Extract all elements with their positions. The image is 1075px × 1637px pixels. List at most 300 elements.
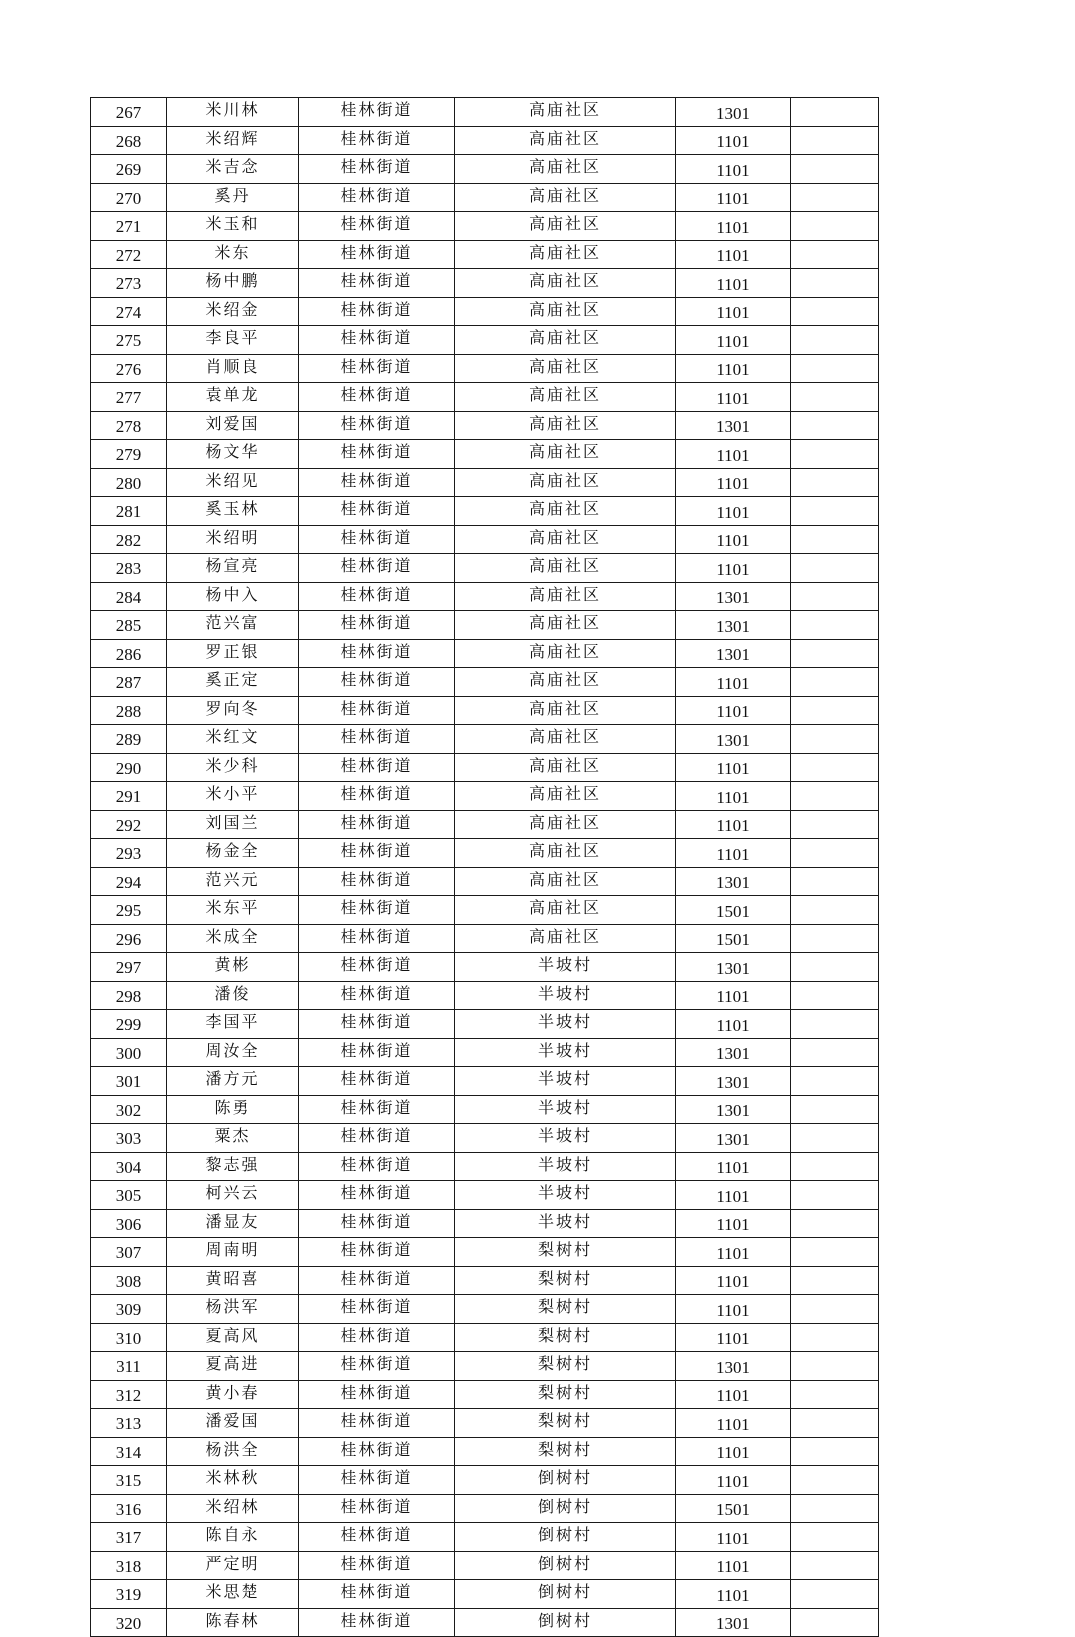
code-cell: 1101 <box>676 240 791 269</box>
person-name-cell: 刘国兰 <box>167 810 299 839</box>
blank-cell <box>791 1494 879 1523</box>
community-cell: 梨树村 <box>455 1352 676 1381</box>
blank-cell <box>791 126 879 155</box>
code-cell: 1301 <box>676 953 791 982</box>
person-name-cell: 黄小春 <box>167 1380 299 1409</box>
code-cell: 1101 <box>676 810 791 839</box>
street-cell: 桂林街道 <box>299 1124 455 1153</box>
person-name-cell: 周南明 <box>167 1238 299 1267</box>
community-cell: 梨树村 <box>455 1266 676 1295</box>
blank-cell <box>791 525 879 554</box>
blank-cell <box>791 668 879 697</box>
table-row <box>91 126 879 155</box>
street-cell: 桂林街道 <box>299 1323 455 1352</box>
table-row <box>91 668 879 697</box>
person-name-cell: 潘方元 <box>167 1067 299 1096</box>
street-cell: 桂林街道 <box>299 440 455 469</box>
table-row <box>91 896 879 925</box>
row-number-cell: 295 <box>91 896 167 925</box>
street-cell: 桂林街道 <box>299 525 455 554</box>
person-name-cell: 陈勇 <box>167 1095 299 1124</box>
person-name-cell: 严定明 <box>167 1551 299 1580</box>
person-name-cell: 李国平 <box>167 1010 299 1039</box>
blank-cell <box>791 1124 879 1153</box>
table-row <box>91 725 879 754</box>
community-cell: 高庙社区 <box>455 468 676 497</box>
row-number-cell: 318 <box>91 1551 167 1580</box>
table-row <box>91 981 879 1010</box>
person-name-cell: 肖顺良 <box>167 354 299 383</box>
code-cell: 1101 <box>676 326 791 355</box>
row-number-cell: 288 <box>91 696 167 725</box>
row-number-cell: 313 <box>91 1409 167 1438</box>
code-cell: 1101 <box>676 497 791 526</box>
blank-cell <box>791 1323 879 1352</box>
community-cell: 高庙社区 <box>455 212 676 241</box>
blank-cell <box>791 782 879 811</box>
table-row <box>91 1466 879 1495</box>
community-cell: 高庙社区 <box>455 896 676 925</box>
blank-cell <box>791 1437 879 1466</box>
row-number-cell: 317 <box>91 1523 167 1552</box>
code-cell: 1301 <box>676 1095 791 1124</box>
blank-cell <box>791 1010 879 1039</box>
blank-cell <box>791 1181 879 1210</box>
table-row <box>91 867 879 896</box>
street-cell: 桂林街道 <box>299 753 455 782</box>
street-cell: 桂林街道 <box>299 1038 455 1067</box>
row-number-cell: 300 <box>91 1038 167 1067</box>
code-cell: 1101 <box>676 212 791 241</box>
table-row <box>91 98 879 127</box>
person-name-cell: 米东 <box>167 240 299 269</box>
community-cell: 高庙社区 <box>455 782 676 811</box>
person-name-cell: 米绍明 <box>167 525 299 554</box>
street-cell: 桂林街道 <box>299 1295 455 1324</box>
code-cell: 1101 <box>676 1238 791 1267</box>
community-cell: 高庙社区 <box>455 269 676 298</box>
data-table <box>90 97 879 1637</box>
street-cell: 桂林街道 <box>299 839 455 868</box>
street-cell: 桂林街道 <box>299 1010 455 1039</box>
row-number-cell: 286 <box>91 639 167 668</box>
person-name-cell: 米小平 <box>167 782 299 811</box>
person-name-cell: 奚丹 <box>167 183 299 212</box>
table-row <box>91 696 879 725</box>
blank-cell <box>791 269 879 298</box>
blank-cell <box>791 411 879 440</box>
street-cell: 桂林街道 <box>299 497 455 526</box>
person-name-cell: 潘俊 <box>167 981 299 1010</box>
street-cell: 桂林街道 <box>299 1209 455 1238</box>
street-cell: 桂林街道 <box>299 468 455 497</box>
code-cell: 1101 <box>676 468 791 497</box>
code-cell: 1301 <box>676 1352 791 1381</box>
row-number-cell: 305 <box>91 1181 167 1210</box>
table-row <box>91 1010 879 1039</box>
community-cell: 半坡村 <box>455 1010 676 1039</box>
person-name-cell: 杨洪全 <box>167 1437 299 1466</box>
table-row <box>91 1095 879 1124</box>
person-name-cell: 潘爱国 <box>167 1409 299 1438</box>
code-cell: 1301 <box>676 611 791 640</box>
community-cell: 高庙社区 <box>455 98 676 127</box>
community-cell: 梨树村 <box>455 1323 676 1352</box>
community-cell: 半坡村 <box>455 1124 676 1153</box>
table-row <box>91 611 879 640</box>
blank-cell <box>791 1152 879 1181</box>
row-number-cell: 283 <box>91 554 167 583</box>
row-number-cell: 269 <box>91 155 167 184</box>
person-name-cell: 米吉念 <box>167 155 299 184</box>
street-cell: 桂林街道 <box>299 725 455 754</box>
street-cell: 桂林街道 <box>299 240 455 269</box>
table-row <box>91 354 879 383</box>
code-cell: 1101 <box>676 1409 791 1438</box>
street-cell: 桂林街道 <box>299 981 455 1010</box>
table-row <box>91 326 879 355</box>
community-cell: 高庙社区 <box>455 839 676 868</box>
person-name-cell: 夏高进 <box>167 1352 299 1381</box>
community-cell: 半坡村 <box>455 1209 676 1238</box>
street-cell: 桂林街道 <box>299 639 455 668</box>
row-number-cell: 302 <box>91 1095 167 1124</box>
blank-cell <box>791 183 879 212</box>
street-cell: 桂林街道 <box>299 1152 455 1181</box>
blank-cell <box>791 582 879 611</box>
row-number-cell: 309 <box>91 1295 167 1324</box>
code-cell: 1101 <box>676 1209 791 1238</box>
row-number-cell: 301 <box>91 1067 167 1096</box>
community-cell: 梨树村 <box>455 1437 676 1466</box>
street-cell: 桂林街道 <box>299 1523 455 1552</box>
person-name-cell: 杨宣亮 <box>167 554 299 583</box>
person-name-cell: 黄昭喜 <box>167 1266 299 1295</box>
table-row <box>91 1181 879 1210</box>
table-row <box>91 582 879 611</box>
row-number-cell: 280 <box>91 468 167 497</box>
table-row <box>91 155 879 184</box>
row-number-cell: 277 <box>91 383 167 412</box>
street-cell: 桂林街道 <box>299 297 455 326</box>
table-row <box>91 383 879 412</box>
community-cell: 高庙社区 <box>455 411 676 440</box>
community-cell: 高庙社区 <box>455 240 676 269</box>
street-cell: 桂林街道 <box>299 1266 455 1295</box>
street-cell: 桂林街道 <box>299 269 455 298</box>
community-cell: 倒树村 <box>455 1608 676 1637</box>
blank-cell <box>791 383 879 412</box>
row-number-cell: 308 <box>91 1266 167 1295</box>
person-name-cell: 范兴元 <box>167 867 299 896</box>
code-cell: 1101 <box>676 668 791 697</box>
community-cell: 半坡村 <box>455 1067 676 1096</box>
community-cell: 半坡村 <box>455 1152 676 1181</box>
blank-cell <box>791 1209 879 1238</box>
row-number-cell: 289 <box>91 725 167 754</box>
code-cell: 1101 <box>676 1466 791 1495</box>
table-row <box>91 639 879 668</box>
street-cell: 桂林街道 <box>299 696 455 725</box>
community-cell: 梨树村 <box>455 1238 676 1267</box>
row-number-cell: 304 <box>91 1152 167 1181</box>
table-row <box>91 924 879 953</box>
person-name-cell: 米绍见 <box>167 468 299 497</box>
street-cell: 桂林街道 <box>299 1380 455 1409</box>
community-cell: 高庙社区 <box>455 440 676 469</box>
table-row <box>91 240 879 269</box>
code-cell: 1101 <box>676 297 791 326</box>
row-number-cell: 276 <box>91 354 167 383</box>
row-number-cell: 287 <box>91 668 167 697</box>
row-number-cell: 290 <box>91 753 167 782</box>
community-cell: 半坡村 <box>455 1038 676 1067</box>
code-cell: 1101 <box>676 753 791 782</box>
table-row <box>91 1352 879 1381</box>
table-row <box>91 183 879 212</box>
community-cell: 高庙社区 <box>455 696 676 725</box>
community-cell: 倒树村 <box>455 1466 676 1495</box>
table-row <box>91 1523 879 1552</box>
table-row <box>91 468 879 497</box>
person-name-cell: 袁单龙 <box>167 383 299 412</box>
blank-cell <box>791 611 879 640</box>
code-cell: 1101 <box>676 269 791 298</box>
row-number-cell: 316 <box>91 1494 167 1523</box>
person-name-cell: 夏高风 <box>167 1323 299 1352</box>
community-cell: 半坡村 <box>455 1095 676 1124</box>
person-name-cell: 米绍辉 <box>167 126 299 155</box>
street-cell: 桂林街道 <box>299 1409 455 1438</box>
blank-cell <box>791 1580 879 1609</box>
street-cell: 桂林街道 <box>299 411 455 440</box>
code-cell: 1301 <box>676 867 791 896</box>
street-cell: 桂林街道 <box>299 1494 455 1523</box>
person-name-cell: 杨金全 <box>167 839 299 868</box>
person-name-cell: 罗正银 <box>167 639 299 668</box>
blank-cell <box>791 924 879 953</box>
blank-cell <box>791 1038 879 1067</box>
street-cell: 桂林街道 <box>299 810 455 839</box>
row-number-cell: 284 <box>91 582 167 611</box>
row-number-cell: 299 <box>91 1010 167 1039</box>
row-number-cell: 272 <box>91 240 167 269</box>
person-name-cell: 米绍林 <box>167 1494 299 1523</box>
community-cell: 梨树村 <box>455 1380 676 1409</box>
code-cell: 1101 <box>676 1437 791 1466</box>
row-number-cell: 311 <box>91 1352 167 1381</box>
community-cell: 高庙社区 <box>455 155 676 184</box>
code-cell: 1301 <box>676 1124 791 1153</box>
blank-cell <box>791 440 879 469</box>
blank-cell <box>791 497 879 526</box>
table-row <box>91 1409 879 1438</box>
person-name-cell: 米成全 <box>167 924 299 953</box>
row-number-cell: 306 <box>91 1209 167 1238</box>
community-cell: 梨树村 <box>455 1409 676 1438</box>
row-number-cell: 281 <box>91 497 167 526</box>
street-cell: 桂林街道 <box>299 896 455 925</box>
code-cell: 1101 <box>676 183 791 212</box>
code-cell: 1301 <box>676 1608 791 1637</box>
blank-cell <box>791 240 879 269</box>
person-name-cell: 黄彬 <box>167 953 299 982</box>
community-cell: 高庙社区 <box>455 525 676 554</box>
street-cell: 桂林街道 <box>299 554 455 583</box>
street-cell: 桂林街道 <box>299 155 455 184</box>
row-number-cell: 273 <box>91 269 167 298</box>
code-cell: 1101 <box>676 1152 791 1181</box>
blank-cell <box>791 810 879 839</box>
code-cell: 1101 <box>676 1551 791 1580</box>
blank-cell <box>791 155 879 184</box>
street-cell: 桂林街道 <box>299 1580 455 1609</box>
street-cell: 桂林街道 <box>299 611 455 640</box>
blank-cell <box>791 1380 879 1409</box>
table-row <box>91 782 879 811</box>
person-name-cell: 米思楚 <box>167 1580 299 1609</box>
person-name-cell: 黎志强 <box>167 1152 299 1181</box>
street-cell: 桂林街道 <box>299 668 455 697</box>
table-row <box>91 497 879 526</box>
blank-cell <box>791 1551 879 1580</box>
code-cell: 1101 <box>676 1181 791 1210</box>
community-cell: 高庙社区 <box>455 497 676 526</box>
blank-cell <box>791 725 879 754</box>
code-cell: 1101 <box>676 981 791 1010</box>
community-cell: 高庙社区 <box>455 582 676 611</box>
code-cell: 1101 <box>676 1580 791 1609</box>
person-name-cell: 罗向冬 <box>167 696 299 725</box>
code-cell: 1301 <box>676 582 791 611</box>
table-row <box>91 525 879 554</box>
row-number-cell: 270 <box>91 183 167 212</box>
community-cell: 高庙社区 <box>455 297 676 326</box>
table-row <box>91 1209 879 1238</box>
street-cell: 桂林街道 <box>299 1608 455 1637</box>
street-cell: 桂林街道 <box>299 212 455 241</box>
table-row <box>91 411 879 440</box>
blank-cell <box>791 354 879 383</box>
code-cell: 1501 <box>676 896 791 925</box>
street-cell: 桂林街道 <box>299 98 455 127</box>
blank-cell <box>791 696 879 725</box>
code-cell: 1301 <box>676 98 791 127</box>
row-number-cell: 296 <box>91 924 167 953</box>
blank-cell <box>791 981 879 1010</box>
table-row <box>91 1580 879 1609</box>
table-row <box>91 1323 879 1352</box>
street-cell: 桂林街道 <box>299 582 455 611</box>
row-number-cell: 294 <box>91 867 167 896</box>
community-cell: 高庙社区 <box>455 354 676 383</box>
row-number-cell: 310 <box>91 1323 167 1352</box>
row-number-cell: 279 <box>91 440 167 469</box>
table-body <box>91 98 879 1637</box>
table-row <box>91 440 879 469</box>
table-row <box>91 953 879 982</box>
row-number-cell: 314 <box>91 1437 167 1466</box>
person-name-cell: 陈自永 <box>167 1523 299 1552</box>
table-row <box>91 1238 879 1267</box>
street-cell: 桂林街道 <box>299 1181 455 1210</box>
table-row <box>91 753 879 782</box>
community-cell: 倒树村 <box>455 1580 676 1609</box>
street-cell: 桂林街道 <box>299 782 455 811</box>
blank-cell <box>791 1238 879 1267</box>
code-cell: 1101 <box>676 155 791 184</box>
community-cell: 高庙社区 <box>455 810 676 839</box>
code-cell: 1101 <box>676 354 791 383</box>
street-cell: 桂林街道 <box>299 1466 455 1495</box>
person-name-cell: 陈春林 <box>167 1608 299 1637</box>
table-row <box>91 1266 879 1295</box>
blank-cell <box>791 554 879 583</box>
table-row <box>91 269 879 298</box>
street-cell: 桂林街道 <box>299 1067 455 1096</box>
person-name-cell: 米红文 <box>167 725 299 754</box>
blank-cell <box>791 1095 879 1124</box>
community-cell: 倒树村 <box>455 1551 676 1580</box>
blank-cell <box>791 1466 879 1495</box>
code-cell: 1101 <box>676 126 791 155</box>
street-cell: 桂林街道 <box>299 924 455 953</box>
code-cell: 1301 <box>676 639 791 668</box>
row-number-cell: 274 <box>91 297 167 326</box>
row-number-cell: 291 <box>91 782 167 811</box>
row-number-cell: 297 <box>91 953 167 982</box>
street-cell: 桂林街道 <box>299 1352 455 1381</box>
row-number-cell: 307 <box>91 1238 167 1267</box>
table-row <box>91 1551 879 1580</box>
person-name-cell: 周汝全 <box>167 1038 299 1067</box>
table-row <box>91 1380 879 1409</box>
code-cell: 1101 <box>676 525 791 554</box>
blank-cell <box>791 1608 879 1637</box>
community-cell: 梨树村 <box>455 1295 676 1324</box>
person-name-cell: 米东平 <box>167 896 299 925</box>
community-cell: 高庙社区 <box>455 326 676 355</box>
street-cell: 桂林街道 <box>299 1095 455 1124</box>
code-cell: 1101 <box>676 1380 791 1409</box>
person-name-cell: 奚玉林 <box>167 497 299 526</box>
person-name-cell: 范兴富 <box>167 611 299 640</box>
row-number-cell: 298 <box>91 981 167 1010</box>
street-cell: 桂林街道 <box>299 126 455 155</box>
person-name-cell: 米绍金 <box>167 297 299 326</box>
person-name-cell: 杨中鹏 <box>167 269 299 298</box>
community-cell: 高庙社区 <box>455 639 676 668</box>
code-cell: 1101 <box>676 440 791 469</box>
table-row <box>91 297 879 326</box>
person-name-cell: 奚正定 <box>167 668 299 697</box>
person-name-cell: 杨文华 <box>167 440 299 469</box>
code-cell: 1101 <box>676 383 791 412</box>
row-number-cell: 282 <box>91 525 167 554</box>
community-cell: 高庙社区 <box>455 183 676 212</box>
code-cell: 1101 <box>676 1266 791 1295</box>
row-number-cell: 275 <box>91 326 167 355</box>
blank-cell <box>791 1295 879 1324</box>
street-cell: 桂林街道 <box>299 326 455 355</box>
blank-cell <box>791 1067 879 1096</box>
community-cell: 倒树村 <box>455 1523 676 1552</box>
table-row <box>91 839 879 868</box>
person-name-cell: 潘显友 <box>167 1209 299 1238</box>
community-cell: 高庙社区 <box>455 126 676 155</box>
row-number-cell: 320 <box>91 1608 167 1637</box>
community-cell: 倒树村 <box>455 1494 676 1523</box>
